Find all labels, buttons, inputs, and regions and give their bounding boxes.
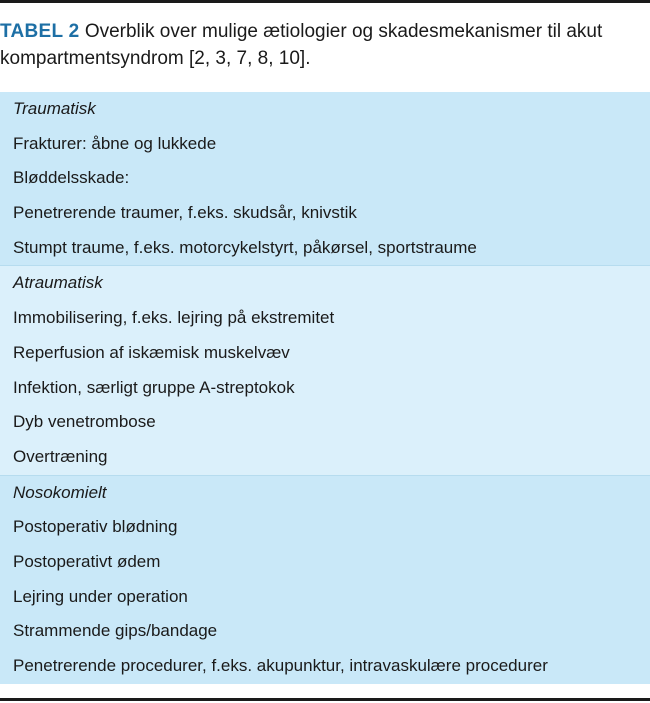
section-heading: Nosokomielt [13, 482, 107, 502]
table-row: Penetrerende traumer, f.eks. skudsår, knivstik [13, 203, 357, 223]
table-row: Bløddelsskade: [13, 168, 130, 188]
table-row: Lejring under operation [13, 586, 188, 606]
table-caption [0, 18, 650, 72]
section-traumatisk [0, 92, 650, 265]
table-row: Infektion, særligt gruppe A-streptokok [13, 377, 295, 397]
table-row: Immobilisering, f.eks. lejring på ekstremitet [13, 308, 335, 328]
top-rule [0, 0, 650, 3]
table-row: Postoperativt ødem [13, 551, 161, 571]
table-row: Dyb venetrombose [13, 412, 156, 432]
table-row: Postoperativ blødning [13, 517, 178, 537]
table-row: Frakturer: åbne og lukkede [13, 133, 217, 153]
table-row: Overtræning [13, 446, 108, 466]
caption-text: Overblik over mulige ætiologier og skadesmekanismer til akut kompartmentsyndrom [2, 3, 7, 8, 10]. [0, 21, 603, 69]
section-heading: Traumatisk [13, 99, 96, 118]
bottom-rule [0, 698, 650, 701]
table-row: Stumpt traume, f.eks. motorcykelstyrt, påkørsel, sportstraume [13, 237, 477, 257]
table-label: TABEL 2 [0, 21, 80, 42]
section-nosokomielt [0, 475, 650, 684]
table-row: Strammende gips/bandage [13, 621, 218, 641]
table-row: Reperfusion af iskæmisk muskelvæv [13, 342, 290, 362]
table-row: Penetrerende procedurer, f.eks. akupunktur, intravaskulære procedurer [13, 656, 548, 675]
etiology-table [0, 92, 650, 684]
section-atraumatisk [0, 265, 650, 474]
section-heading: Atraumatisk [13, 273, 103, 293]
